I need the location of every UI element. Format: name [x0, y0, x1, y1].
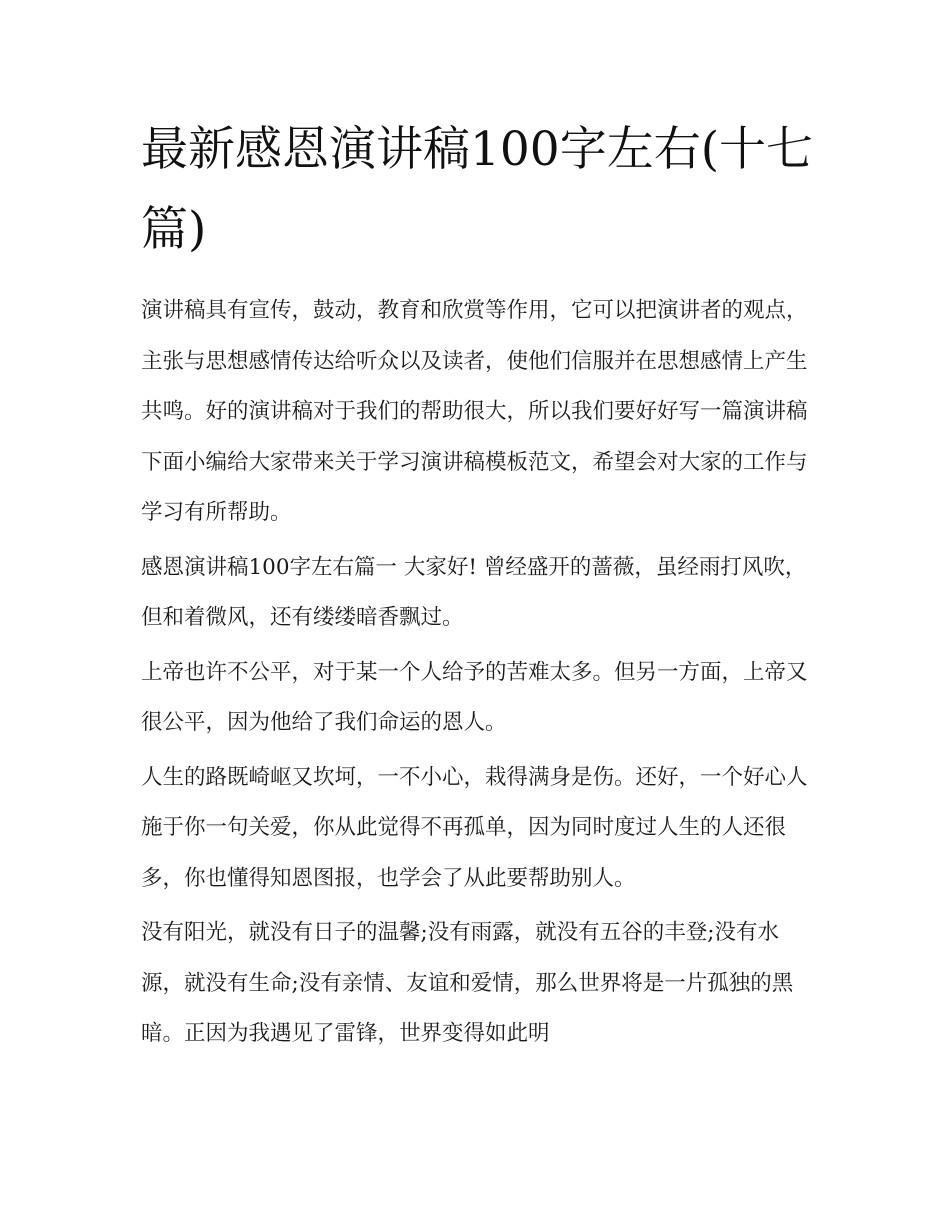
intro-paragraph: 演讲稿具有宣传，鼓动，教育和欣赏等作用，它可以把演讲者的观点，主张与思想感情传达给听众以及读者，使他们信服并在思想感情上产生共鸣。好的演讲稿对于我们的帮助很大，所以我们要好好写一篇演讲稿下面小编给大家带来关于学习演讲稿模板范文，希望会对大家的工作与学习有所帮助。: [141, 298, 808, 525]
speech-paragraph: 感恩演讲稿100字左右篇一 大家好! 曾经盛开的蔷薇，虽经雨打风吹，但和着微风，还有缕缕暗香飘过。: [141, 554, 807, 630]
speech-paragraph: 没有阳光，就没有日子的温馨;没有雨露，就没有五谷的丰登;没有水源，就没有生命;没有亲情、友谊和爱情，那么世界将是一片孤独的黑暗。正因为我遇见了雷锋，世界变得如此明: [141, 920, 794, 1046]
speech-paragraph: 上帝也许不公平，对于某一个人给予的苦难太多。但另一方面，上帝又很公平，因为他给了我们命运的恩人。: [141, 659, 808, 735]
document-body: [141, 110, 816, 1064]
speech-paragraph: 人生的路既崎岖又坎坷，一不小心，栽得满身是伤。还好，一个好心人施于你一句关爱，你从此觉得不再孤单，因为同时度过人生的人还很多，你也懂得知恩图报，也学会了从此要帮助别人。: [141, 764, 808, 891]
document-title: 最新感恩演讲稿100字左右(十七篇): [141, 122, 814, 257]
